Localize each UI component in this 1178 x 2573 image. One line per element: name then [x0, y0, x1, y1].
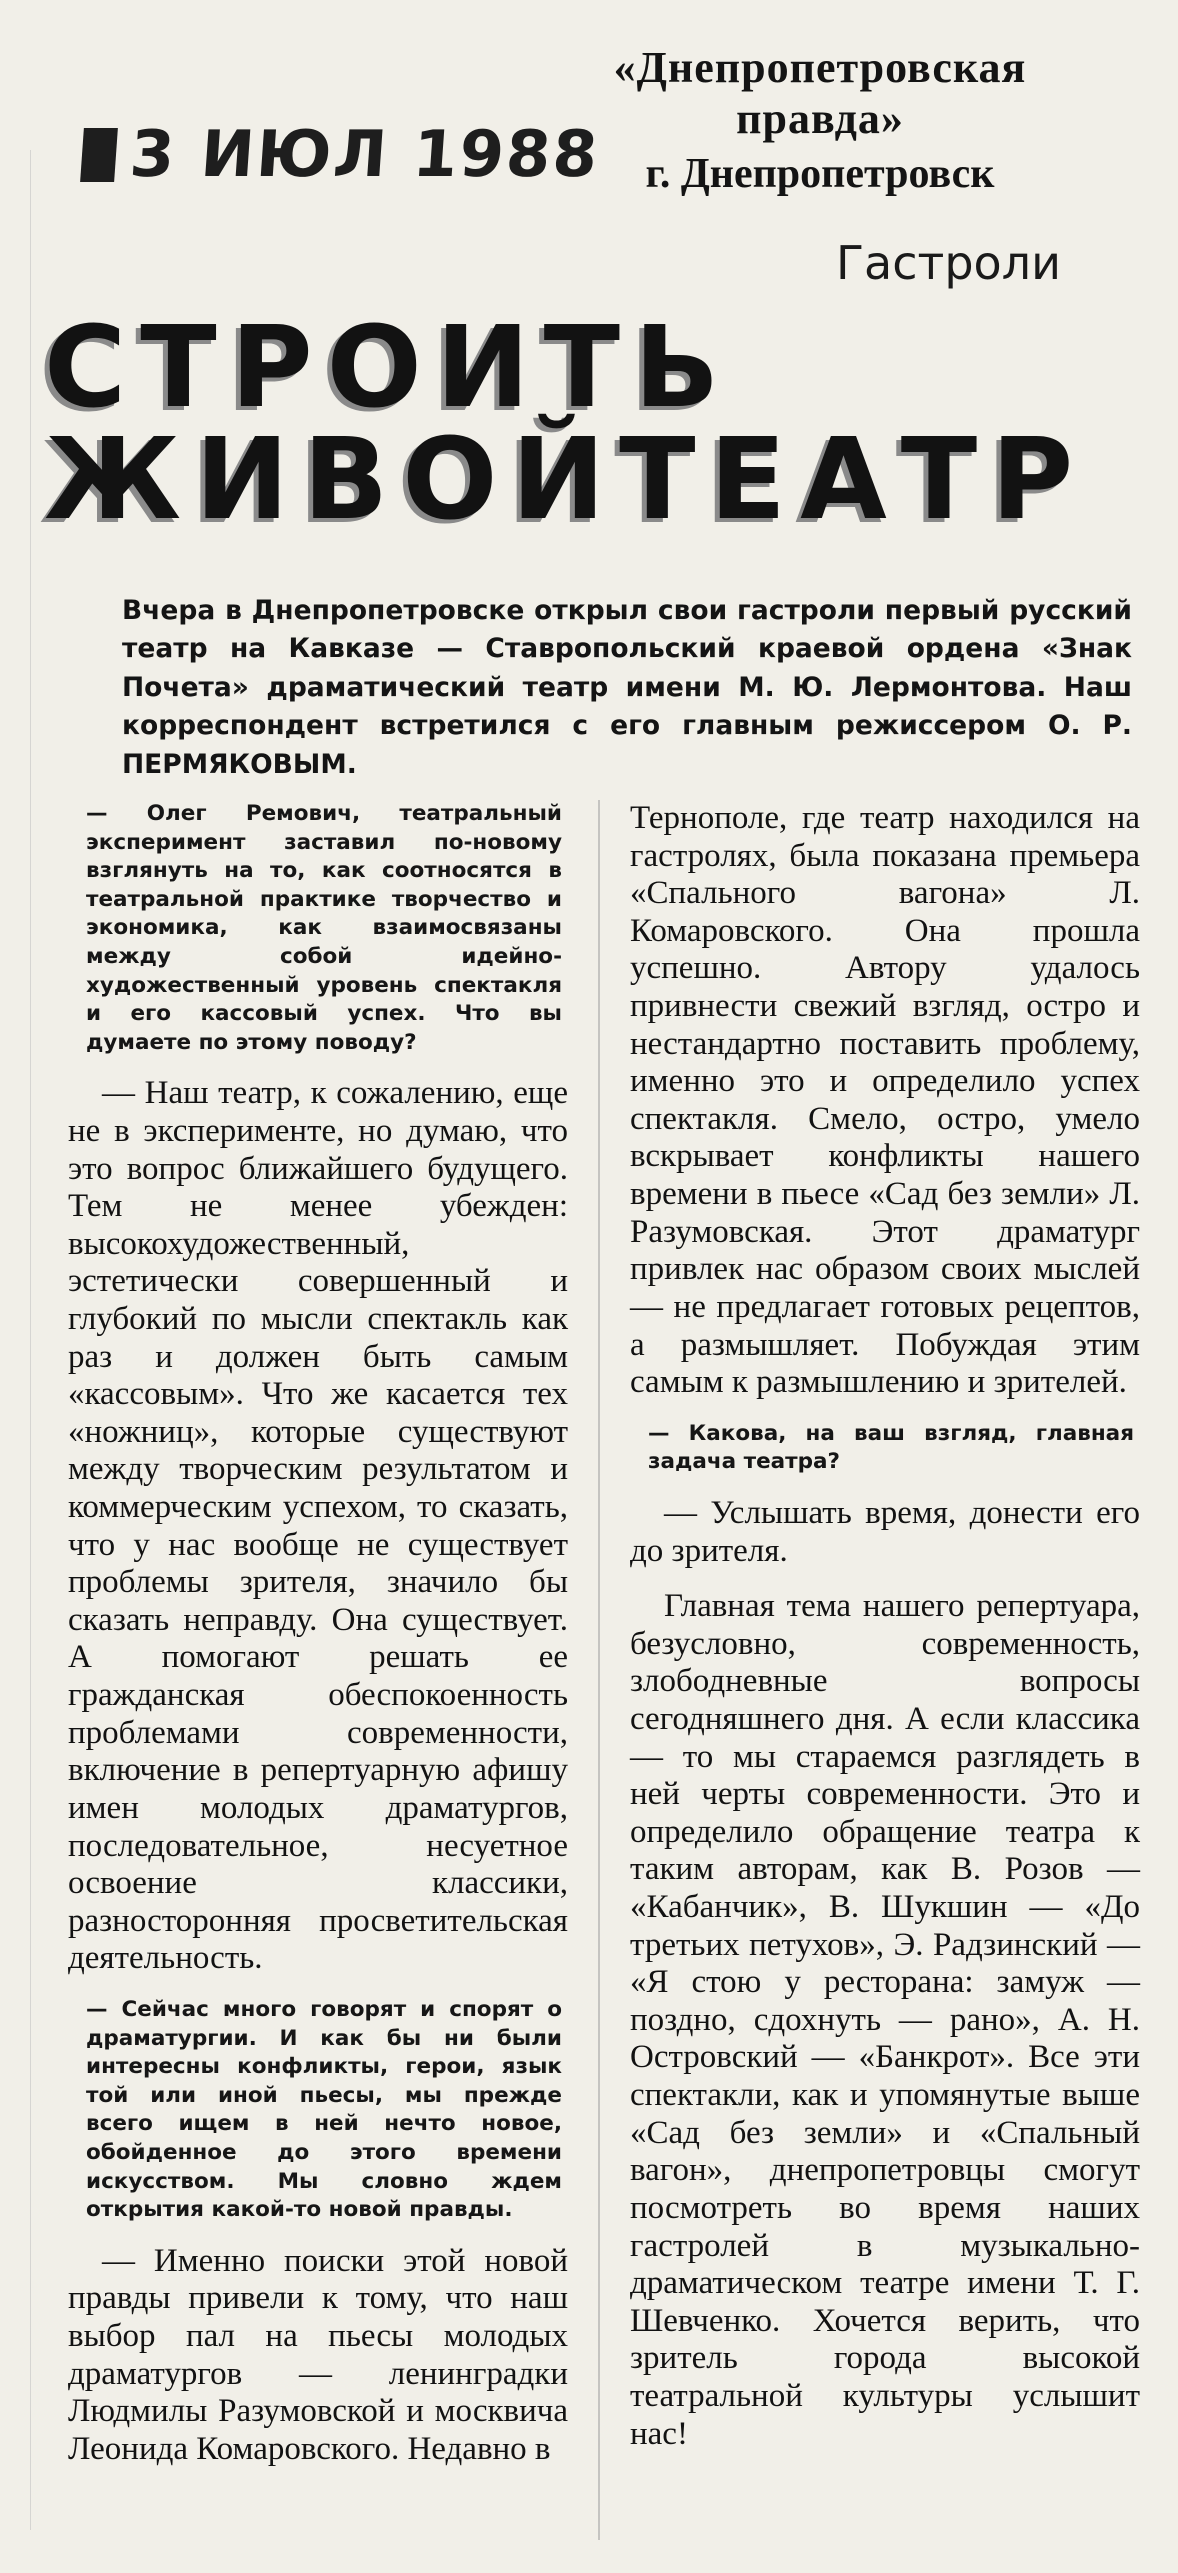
rubric: Гастроли [836, 236, 1061, 290]
column-divider [598, 800, 600, 2540]
answer-1: — Наш театр, к сожалению, еще не в эксперименте, но думаю, что это вопрос ближайшего будущего. Тем не менее убежден: высокохудожественный, эстетически совершенный и глубокий по мысли спектакль как раз и должен быть самым «кассовым». Что же касается тех «ножниц», которые существуют между творческим результатом и коммерческим успехом, то сказать, что у нас вообще не существует проблемы зрителя, значило бы сказать неправду. Она существует. А помогают решать ее гражданская обеспокоенность проблемами современности, включение в репертуарную афишу имен молодых драматургов, последовательное, несуетное освоение классики, разносторонняя просветительская деятельность. [68, 1075, 568, 1977]
question-2: — Сейчас много говорят и спорят о драматургии. И как бы ни были интересны конфликты, герои, язык той или иной пьесы, мы прежде всего ищем в ней нечто новое, обойденное до этого времени искусством. Мы словно ждем открытия какой-то новой правды. [86, 1996, 562, 2223]
clipping-edge [30, 150, 31, 2530]
headline [44, 303, 1134, 545]
headline-word-zhivoy: ЖИВОЙ [44, 415, 620, 545]
headline-line-1: СТРОИТЬ [44, 303, 734, 433]
stamp-date-text: 3 ИЮЛ 1988 [127, 118, 602, 192]
stamp-mark [80, 128, 118, 182]
answer-4: Главная тема нашего репертуара, безусловно, современность, злободневные вопросы сегодняшнего дня. А если классика — то мы стараемся разглядеть в ней черты современности. Это и определило обращение театра к таким авторам, как В. Розов — «Кабанчик», В. Шукшин — «До третьих петухов», Э. Радзинский — «Я стою у ресторана: замуж — поздно, сдохнуть — рано», А. Н. Островский — «Банкрот». Все эти спектакли, как и упомянутые выше «Сад без земли» и «Спальный вагон», днепропетровцы смогут посмотреть во время наших гастролей в музыкально-драматическом театре имени Т. Г. Шевченко. Хочется верить, что зритель города высокой театральной культуры услышит нас! [630, 1588, 1140, 2452]
lead-name: О. Р. ПЕРМЯКОВЫМ. [122, 710, 1132, 780]
answer-3: — Услышать время, донести его до зрителя. [630, 1494, 1140, 1569]
question-1: — Олег Ремович, театральный эксперимент заставил по-новому взглянуть на то, как соотносятся в театральной практике творчество и экономика, как взаимосвязаны между собой идейно-художественный уровень спектакля и его кассовый успех. Что вы думаете по этому поводу? [86, 801, 562, 1055]
newspaper-city: г. Днепропетровск [645, 151, 995, 197]
date-stamp [79, 118, 601, 192]
headline-line-2 [44, 415, 1088, 545]
source-stamp [570, 42, 1070, 198]
lead-text: Вчера в Днепропетровске открыл свои гастроли первый русский театр на Кавказе — Ставропольский краевой ордена «Знак Почета» драматический театр имени М. Ю. Лермонтова. Наш корреспондент встретился с его главным режиссером [122, 595, 1132, 742]
headline-word-teatr: ТЕАТР [619, 415, 1088, 545]
answer-2-part-2: Тернополе, где театр находился на гастролях, была показана премьера «Спального вагона» Л. Комаровского. Она прошла успешно. Автору удалось привнести свежий взгляд, остро и нестандартно поставить проблему, именно это и определило успех спектакля. Смело, остро, умело вскрывает конфликты нашего времени в пьесе «Сад без земли» Л. Разумовская. Этот драматург привлек нас образом своих мыслей — не предлагает готовых рецептов, а размышляет. Побуждая этим самым к размышлению и зрителей. [630, 800, 1140, 1401]
column-left [68, 800, 568, 2486]
column-right [630, 800, 1140, 2471]
answer-2-part-1: — Именно поиски этой новой правды привели к тому, что наш выбор пал на пьесы молодых драматургов — ленинградки Людмилы Разумовской и москвича Леонида Комаровского. Недавно в [68, 2242, 568, 2467]
lead-paragraph [122, 592, 1132, 784]
newspaper-name: «Днепропетровская правда» [613, 43, 1027, 143]
question-3: — Какова, на ваш взгляд, главная задача театра? [648, 1420, 1134, 1475]
